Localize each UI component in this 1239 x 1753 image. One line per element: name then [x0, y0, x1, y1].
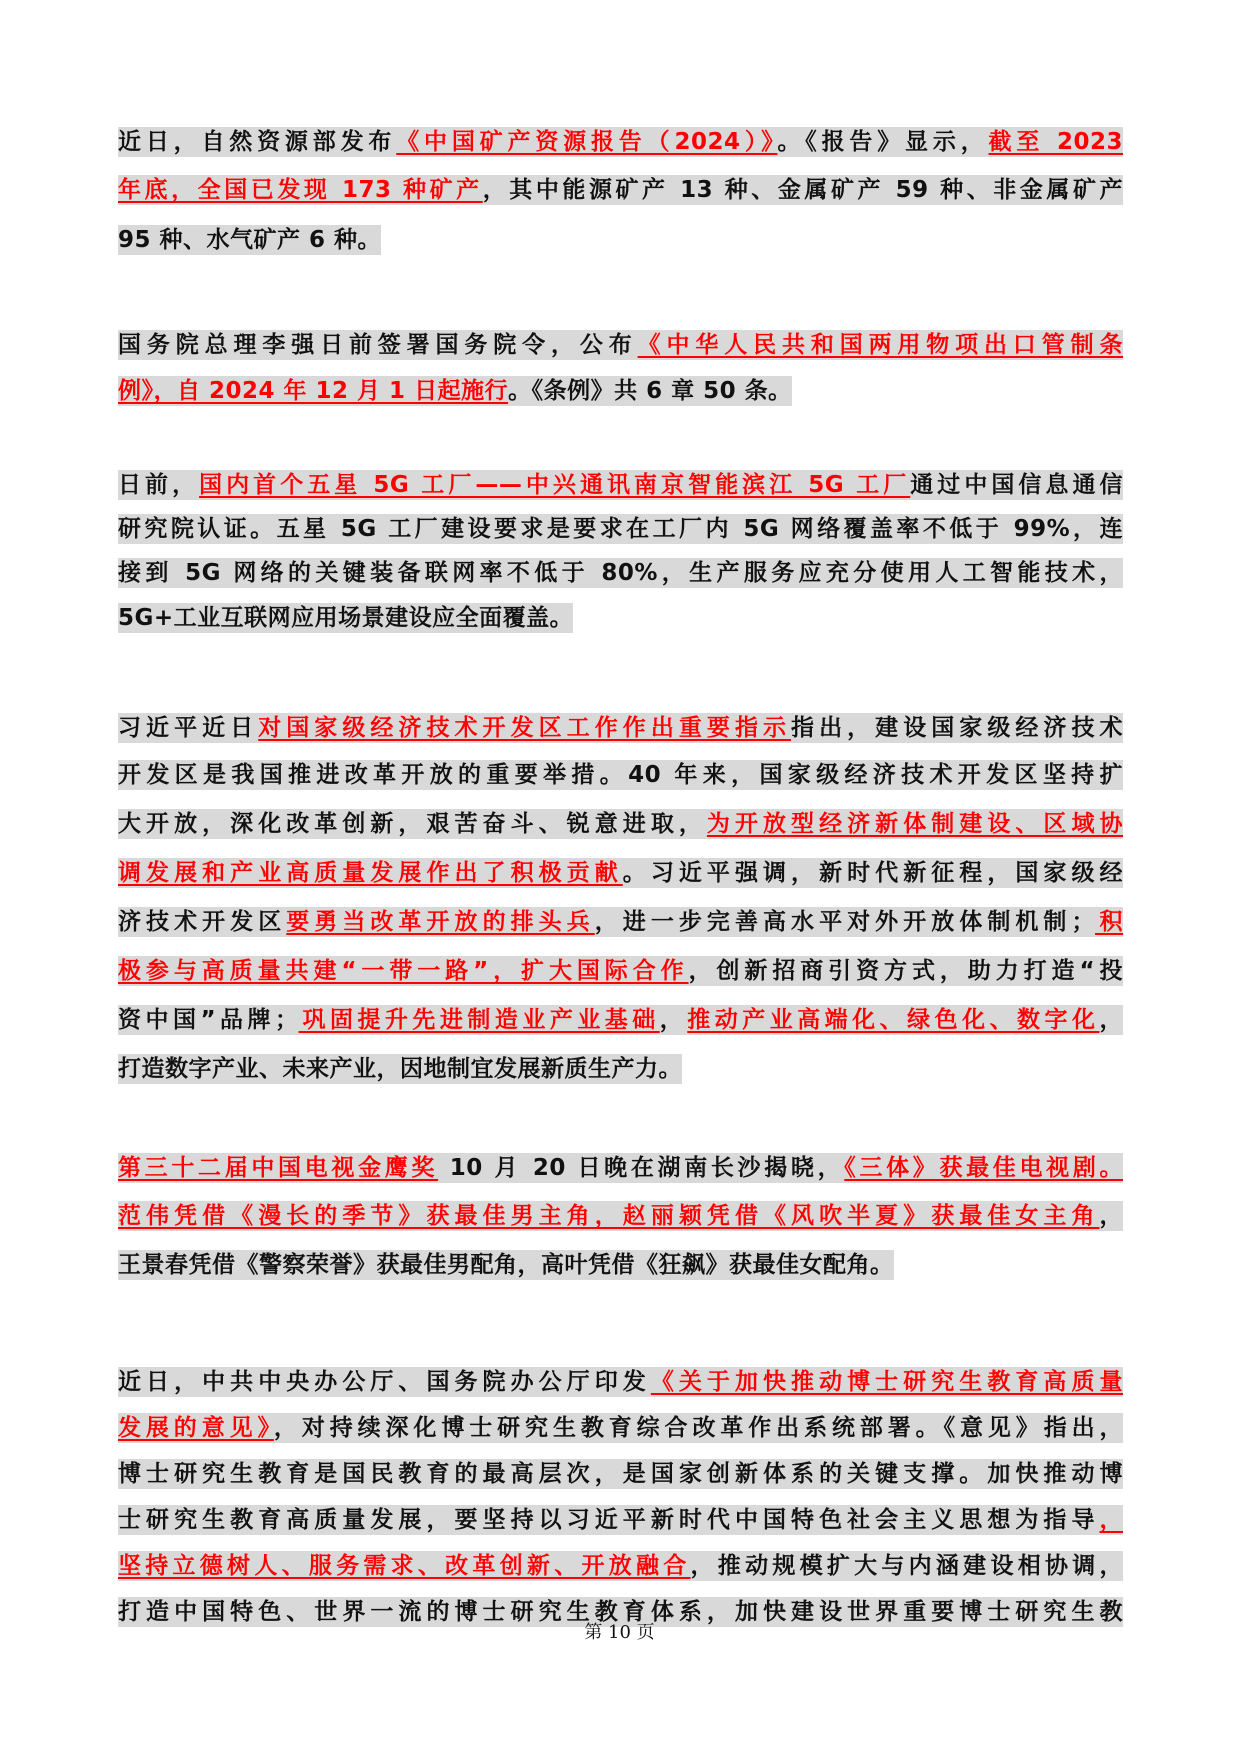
emphasized-text: 对国家级经济技术开发区工作作出重要指示 — [258, 715, 792, 741]
emphasized-text: 《中华人民共和国两用物项出口管制条 — [637, 332, 1124, 358]
body-text: ， — [1099, 1007, 1124, 1033]
paragraph-1-line-3 — [118, 225, 381, 255]
paragraph-4-line-8 — [118, 1054, 682, 1084]
emphasized-text: 范伟凭借《漫长的季节》获最佳男主角，赵丽颖凭借《风吹半夏》获最佳女主角 — [118, 1203, 1100, 1229]
paragraph-6-line-5 — [118, 1551, 1123, 1581]
body-text: 王景春凭借《警察荣誉》获最佳男配角，高叶凭借《狂飙》获最佳女配角。 — [118, 1252, 894, 1278]
paragraph-4-line-2 — [118, 760, 1123, 790]
emphasized-text: 调发展和产业高质量发展作出了积极贡献 — [118, 860, 623, 886]
emphasized-text: 推动产业高端化、绿色化、数字化 — [687, 1007, 1100, 1033]
paragraph-6-line-2 — [118, 1413, 1123, 1443]
body-text: 研究院认证。五星 5G 工厂建设要求是要求在工厂内 5G 网络覆盖率不低于 99%，连 — [118, 516, 1123, 542]
body-text: 打造数字产业、未来产业，因地制宜发展新质生产力。 — [118, 1056, 682, 1082]
emphasized-text: 积 — [1094, 909, 1124, 935]
paragraph-4-line-7 — [118, 1005, 1123, 1035]
paragraph-4-line-3 — [118, 809, 1123, 839]
body-text: 打造中国特色、世界一流的博士研究生教育体系，加快建设世界重要博士研究生教 — [118, 1599, 1123, 1625]
paragraph-2-line-1 — [118, 330, 1123, 360]
paragraph-4-line-5 — [118, 907, 1123, 937]
paragraph-1-line-2 — [118, 175, 1123, 205]
body-text: 10 月 20 日晚在湖南长沙揭晓， — [438, 1155, 845, 1181]
body-text: 接到 5G 网络的关键装备联网率不低于 80%，生产服务应充分使用人工智能技术， — [118, 560, 1123, 586]
body-text: 习近平近日 — [118, 715, 259, 741]
body-text: ，对持续深化博士研究生教育综合改革作出系统部署。《意见》指出， — [273, 1415, 1124, 1441]
paragraph-5-line-2 — [118, 1201, 1123, 1231]
body-text: 博士研究生教育是国民教育的最高层次，是国家创新体系的关键支撑。加快推动博 — [118, 1461, 1123, 1487]
emphasized-text: 《三体》获最佳电视剧。 — [844, 1155, 1124, 1181]
emphasized-text: ， — [1099, 1507, 1123, 1533]
body-text: ，进一步完善高水平对外开放体制机制； — [594, 909, 1095, 935]
body-text: ，其中能源矿产 13 种、金属矿产 59 种、非金属矿产 — [482, 177, 1124, 203]
paragraph-5-line-3 — [118, 1250, 894, 1280]
body-text: 近日，中共中央办公厅、国务院办公厅印发 — [118, 1369, 651, 1395]
body-text: 。《报告》显示， — [777, 129, 989, 155]
emphasized-text: 第三十二届中国电视金鹰奖 — [118, 1155, 439, 1181]
body-text: 济技术开发区 — [118, 909, 287, 935]
paragraph-6-line-1 — [118, 1367, 1123, 1397]
paragraph-4-line-1 — [118, 713, 1123, 743]
page-number: 第 10 页 — [584, 1622, 655, 1643]
paragraph-1-line-1 — [118, 127, 1123, 157]
body-text: 开发区是我国推进改革开放的重要举措。40 年来，国家级经济技术开发区坚持扩 — [118, 762, 1123, 788]
paragraph-4-line-6 — [118, 956, 1123, 986]
emphasized-text: 极参与高质量共建“一带一路”，扩大国际合作 — [118, 958, 689, 984]
body-text: 资中国”品牌； — [118, 1007, 299, 1033]
body-text: ， — [659, 1007, 688, 1033]
paragraph-4-line-4 — [118, 858, 1123, 888]
body-text: 。《条例》共 6 章 50 条。 — [508, 378, 792, 404]
body-text: 国务院总理李强日前签署国务院令，公布 — [118, 332, 638, 358]
emphasized-text: 年底，全国已发现 173 种矿产 — [118, 177, 483, 203]
body-text: 5G+工业互联网应用场景建设应全面覆盖。 — [118, 605, 574, 631]
body-text: 近日，自然资源部发布 — [118, 129, 397, 155]
body-text: ，推动规模扩大与内涵建设相协调， — [690, 1553, 1124, 1579]
emphasized-text: 截至 2023 — [988, 129, 1124, 155]
emphasized-text: 例》，自 2024 年 12 月 1 日起施行 — [118, 378, 509, 404]
emphasized-text: 巩固提升先进制造业产业基础 — [298, 1007, 660, 1033]
emphasized-text: 坚持立德树人、服务需求、改革创新、开放融合 — [118, 1553, 691, 1579]
emphasized-text: 为开放型经济新体制建设、区域协 — [706, 811, 1124, 837]
paragraph-3-line-3 — [118, 558, 1123, 588]
emphasized-text: 《关于加快推动博士研究生教育高质量 — [650, 1369, 1124, 1395]
emphasized-text: 发展的意见》 — [118, 1415, 274, 1441]
emphasized-text: 国内首个五星 5G 工厂——中兴通讯南京智能滨江 5G 工厂 — [199, 472, 911, 498]
body-text: 95 种、水气矿产 6 种。 — [118, 227, 382, 253]
body-text: 。习近平强调，新时代新征程，国家级经 — [622, 860, 1124, 886]
body-text: 大开放，深化改革创新，艰苦奋斗、锐意进取， — [118, 811, 707, 837]
paragraph-3-line-1 — [118, 470, 1123, 500]
body-text: 通过中国信息通信 — [910, 472, 1124, 498]
emphasized-text: 要勇当改革开放的排头兵 — [286, 909, 595, 935]
body-text: 指出，建设国家级经济技术 — [791, 715, 1124, 741]
body-text: 日前， — [118, 472, 200, 498]
body-text: ，创新招商引资方式，助力打造“投 — [688, 958, 1124, 984]
paragraph-6-line-4 — [118, 1505, 1123, 1535]
paragraph-5-line-1 — [118, 1153, 1123, 1183]
emphasized-text: 《中国矿产资源报告（2024）》 — [396, 129, 778, 155]
body-text: 士研究生教育高质量发展，要坚持以习近平新时代中国特色社会主义思想为指导 — [118, 1507, 1100, 1533]
paragraph-2-line-2 — [118, 376, 792, 406]
paragraph-6-line-3 — [118, 1459, 1123, 1489]
paragraph-3-line-4 — [118, 603, 573, 633]
paragraph-3-line-2 — [118, 514, 1123, 544]
body-text: ， — [1099, 1203, 1123, 1229]
